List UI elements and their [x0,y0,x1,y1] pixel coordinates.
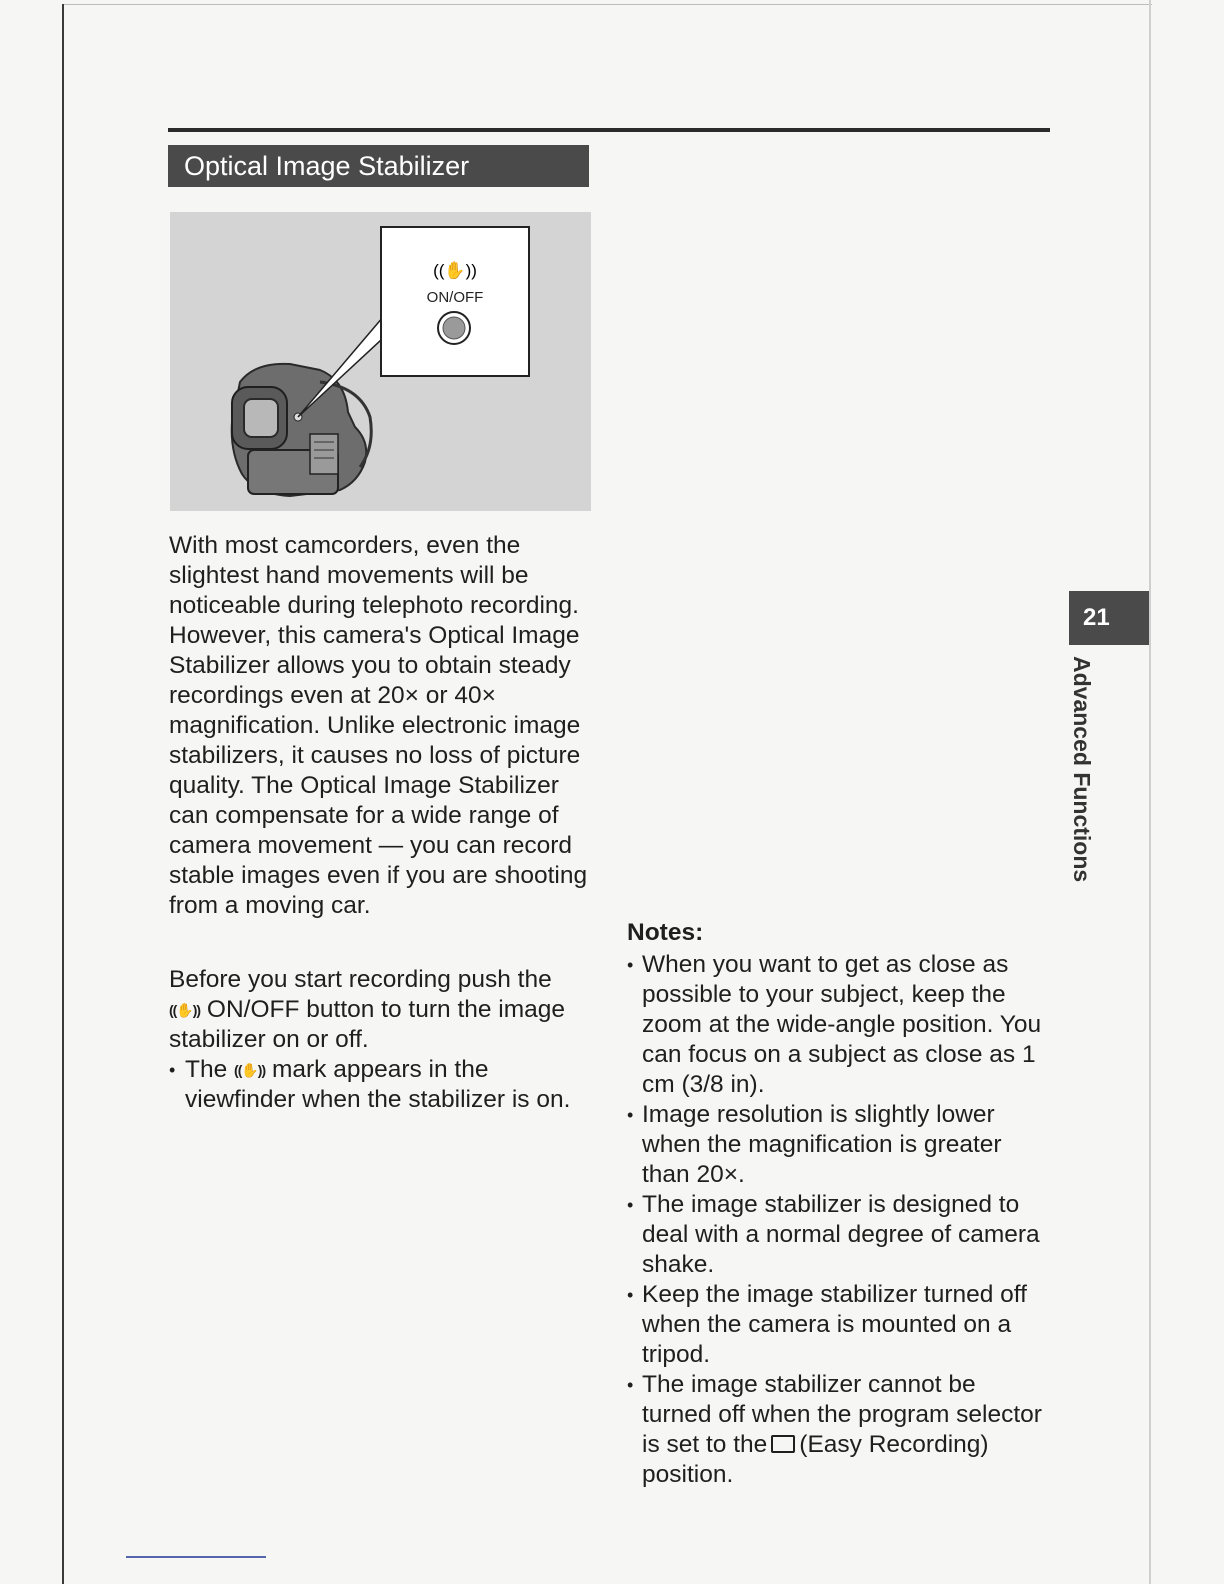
list-item: • When you want to get as close as possible to your subject, keep the zoom at the wide-angle position. You can focus on a subject as close as 1 cm (3/8 in). [627,950,1047,1100]
instruction-text-end: ON/OFF button to turn the image stabilizer on or off. [169,996,566,1053]
notes-list [627,950,1047,1490]
page-edge-top [62,4,1152,5]
easy-recording-icon [771,1435,795,1453]
callout-label: ON/OFF [426,289,484,306]
list-item: • The image stabilizer is designed to deal with a normal degree of camera shake. [627,1190,1047,1280]
notes-section [627,918,1047,1490]
instruction-paragraph [169,965,589,1055]
section-title: Optical Image Stabilizer [168,145,589,187]
intro-paragraph [169,531,589,921]
stabilizer-mark-icon: ((✋)) [234,1062,266,1078]
list-item: • Keep the image stabilizer turned off when the camera is mounted on a tripod. [627,1280,1047,1370]
list-item: • Image resolution is slightly lower when the magnification is greater than 20×. [627,1100,1047,1190]
page-edge-right [1149,0,1151,1584]
page-number: 21 [1069,591,1149,645]
note-text-end: (Easy Recording) position. [642,1431,989,1488]
note-text-start: The image stabilizer cannot be turned off when the program selector is set to the [642,1371,1042,1458]
list-item [169,1055,589,1115]
instruction-text-start: Before you start recording push the [169,966,552,993]
stabilizer-mark-icon: ((✋)) [169,1002,201,1018]
bullet-text-end: mark appears in the viewfinder when the stabilizer is on. [185,1056,571,1113]
bullet-text-start: The [185,1056,228,1083]
camcorder-illustration [170,212,591,511]
footer-line [126,1556,266,1558]
intro-text: With most camcorders, even the slightest hand movements will be noticeable during telephoto recording. However, this camera's Optical Image Stabilizer allows you to obtain steady recordings even at 20× or 40× magnification. Unlike electronic image stabilizers, it causes no loss of picture quality. The Optical Image Stabilizer can compensate for a wide range of camera movement — you can record stable images even if you are shooting from a moving car. [169,532,588,919]
stabilizer-hand-icon: ((✋)) [433,261,477,280]
instruction-block [169,965,589,1115]
notes-title: Notes: [627,919,704,946]
list-item [627,1370,1047,1490]
section-tab: Advanced Functions [1069,656,1095,883]
instruction-bullets [169,1055,589,1115]
header-rule [168,128,1050,132]
page-edge-left [62,4,64,1584]
